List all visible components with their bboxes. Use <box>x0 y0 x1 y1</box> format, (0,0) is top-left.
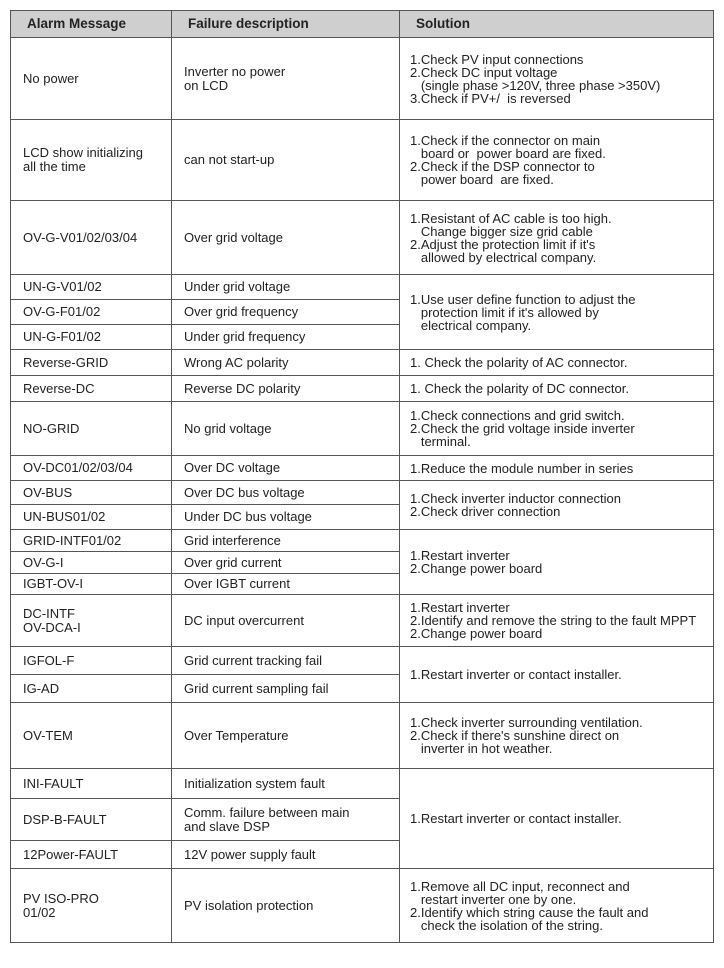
failure-text: Initialization system fault <box>184 775 325 791</box>
alarm-text: OV-BUS <box>23 484 73 500</box>
alarm-text: OV-DC01/02/03/04 <box>23 460 133 475</box>
alarm-cell <box>11 552 172 574</box>
alarm-text: OV-TEM <box>23 727 73 743</box>
failure-text: Over grid voltage <box>184 229 283 245</box>
alarm-cell <box>11 325 172 350</box>
alarm-cell <box>11 675 172 703</box>
solution-cell <box>400 869 714 943</box>
solution-cell <box>400 120 714 201</box>
alarm-text: DC-INTF OV-DCA-I <box>23 605 81 635</box>
failure-cell <box>172 201 400 275</box>
alarm-text: NO-GRID <box>23 420 80 436</box>
failure-cell <box>172 376 400 402</box>
failure-cell <box>172 841 400 869</box>
solution-text: 1.Check connections and grid switch. 2.Check the grid voltage inside inverter terminal. <box>410 408 635 449</box>
alarm-cell <box>11 595 172 647</box>
alarm-cell <box>11 38 172 120</box>
alarm-cell <box>11 530 172 552</box>
failure-text: Grid current sampling fail <box>184 680 329 696</box>
failure-cell <box>172 481 400 505</box>
failure-text: PV isolation protection <box>184 897 314 913</box>
failure-text: DC input overcurrent <box>184 612 304 628</box>
solution-cell <box>400 376 714 402</box>
failure-text: Over DC bus voltage <box>184 484 305 500</box>
solution-text: 1.Check inverter surrounding ventilation. 2.Check if there's sunshine direct on inverter in hot weather. <box>410 715 643 756</box>
solution-cell <box>400 481 714 530</box>
alarm-cell <box>11 703 172 769</box>
solution-cell <box>400 402 714 456</box>
alarm-cell <box>11 350 172 376</box>
table-row <box>11 481 714 505</box>
failure-cell <box>172 703 400 769</box>
alarm-text: OV-G-F01/02 <box>23 304 101 319</box>
failure-text: Under grid voltage <box>184 279 291 294</box>
solution-text: 1.Reduce the module number in series <box>410 460 634 476</box>
failure-cell <box>172 530 400 552</box>
failure-cell <box>172 552 400 574</box>
failure-text: Grid current tracking fail <box>184 652 322 668</box>
failure-text: can not start-up <box>184 152 275 167</box>
solution-text: 1.Check if the connector on main board or power board are fixed. 2.Check if the DSP connector to power board are fixed. <box>410 133 606 187</box>
alarm-text: GRID-INTF01/02 <box>23 532 122 548</box>
alarm-cell <box>11 456 172 481</box>
alarm-text: IG-AD <box>23 680 60 696</box>
failure-text: Over DC voltage <box>184 460 281 475</box>
table-row <box>11 530 714 552</box>
solution-cell <box>400 595 714 647</box>
alarm-text: No power <box>23 70 79 86</box>
failure-cell <box>172 675 400 703</box>
solution-text: 1. Check the polarity of DC connector. <box>410 381 629 396</box>
alarm-text: IGBT-OV-I <box>23 576 83 591</box>
alarm-table-container <box>10 10 714 943</box>
alarm-text: DSP-B-FAULT <box>23 811 107 827</box>
alarm-text: IGFOL-F <box>23 652 75 668</box>
solution-text: 1.Resistant of AC cable is too high. Change bigger size grid cable 2.Adjust the protection limit if it's allowed by electrical company. <box>410 210 612 265</box>
failure-text: 12V power supply fault <box>184 846 316 862</box>
solution-cell <box>400 38 714 120</box>
table-row <box>11 869 714 943</box>
failure-cell <box>172 595 400 647</box>
solution-cell <box>400 275 714 350</box>
failure-cell <box>172 769 400 799</box>
failure-text: Wrong AC polarity <box>184 354 289 370</box>
alarm-text: INI-FAULT <box>23 775 84 791</box>
table-row <box>11 595 714 647</box>
table-header-row <box>11 11 714 38</box>
failure-cell <box>172 456 400 481</box>
alarm-cell <box>11 481 172 505</box>
failure-cell <box>172 120 400 201</box>
failure-cell <box>172 869 400 943</box>
alarm-cell <box>11 647 172 675</box>
failure-cell <box>172 574 400 595</box>
alarm-cell <box>11 769 172 799</box>
solution-cell <box>400 350 714 376</box>
failure-text: Under grid frequency <box>184 329 306 344</box>
table-row <box>11 120 714 201</box>
alarm-text: OV-G-I <box>23 554 64 570</box>
alarm-text: LCD show initializing all the time <box>23 145 143 174</box>
failure-text: Over grid frequency <box>184 304 299 319</box>
failure-cell <box>172 402 400 456</box>
solution-text: 1.Use user define function to adjust the protection limit if it's allowed by electrical company. <box>410 291 636 333</box>
solution-cell <box>400 703 714 769</box>
alarm-cell <box>11 120 172 201</box>
solution-cell <box>400 769 714 869</box>
alarm-text: UN-BUS01/02 <box>23 509 106 524</box>
solution-cell <box>400 456 714 481</box>
solution-cell <box>400 201 714 275</box>
alarm-cell <box>11 376 172 402</box>
table-row <box>11 402 714 456</box>
alarm-text: Reverse-GRID <box>23 354 109 370</box>
header-failure-description: Failure description <box>172 11 400 38</box>
solution-cell <box>400 647 714 703</box>
failure-text: Over IGBT current <box>184 576 290 591</box>
alarm-text: 12Power-FAULT <box>23 846 119 862</box>
failure-text: Over grid current <box>184 554 282 570</box>
alarm-text: UN-G-V01/02 <box>23 279 102 294</box>
failure-cell <box>172 300 400 325</box>
failure-text: Grid interference <box>184 532 281 548</box>
alarm-cell <box>11 201 172 275</box>
table-row <box>11 769 714 799</box>
table-row <box>11 350 714 376</box>
alarm-table <box>10 10 714 943</box>
solution-text: 1. Check the polarity of AC connector. <box>410 355 628 370</box>
header-solution: Solution <box>400 11 714 38</box>
failure-cell <box>172 350 400 376</box>
alarm-cell <box>11 574 172 595</box>
solution-text: 1.Check PV input connections 2.Check DC input voltage (single phase >120V, three phase >350V) 3.Check if PV+/ is reversed <box>410 51 661 106</box>
alarm-text: OV-G-V01/02/03/04 <box>23 229 138 245</box>
failure-text: Comm. failure between main and slave DSP <box>184 804 350 834</box>
table-row <box>11 647 714 675</box>
alarm-cell <box>11 505 172 530</box>
solution-text: 1.Remove all DC input, reconnect and restart inverter one by one. 2.Identify which string cause the fault and check the isolation of the string. <box>410 878 649 933</box>
solution-text: 1.Restart inverter 2.Identify and remove the string to the fault MPPT 2.Change power board <box>410 600 697 641</box>
failure-text: Under DC bus voltage <box>184 509 312 524</box>
failure-cell <box>172 325 400 350</box>
alarm-cell <box>11 869 172 943</box>
alarm-cell <box>11 402 172 456</box>
solution-cell <box>400 530 714 595</box>
failure-cell <box>172 647 400 675</box>
failure-text: Reverse DC polarity <box>184 380 301 396</box>
failure-cell <box>172 799 400 841</box>
header-alarm-message: Alarm Message <box>11 11 172 38</box>
table-row <box>11 201 714 275</box>
alarm-cell <box>11 300 172 325</box>
table-row <box>11 703 714 769</box>
solution-text: 1.Check inverter inductor connection 2.Check driver connection <box>410 491 622 519</box>
alarm-cell <box>11 275 172 300</box>
alarm-text: Reverse-DC <box>23 380 95 396</box>
failure-cell <box>172 505 400 530</box>
table-row <box>11 275 714 300</box>
failure-text: Inverter no power on LCD <box>184 63 286 93</box>
failure-cell <box>172 38 400 120</box>
failure-text: Over Temperature <box>184 727 289 743</box>
table-row <box>11 38 714 120</box>
solution-text: 1.Restart inverter or contact installer. <box>410 811 622 826</box>
solution-text: 1.Restart inverter or contact installer. <box>410 667 622 682</box>
solution-text: 1.Restart inverter 2.Change power board <box>410 548 543 576</box>
table-row <box>11 456 714 481</box>
table-row <box>11 376 714 402</box>
alarm-cell <box>11 841 172 869</box>
alarm-text: PV ISO-PRO 01/02 <box>23 890 99 920</box>
alarm-text: UN-G-F01/02 <box>23 329 102 344</box>
failure-text: No grid voltage <box>184 420 272 436</box>
alarm-cell <box>11 799 172 841</box>
failure-cell <box>172 275 400 300</box>
